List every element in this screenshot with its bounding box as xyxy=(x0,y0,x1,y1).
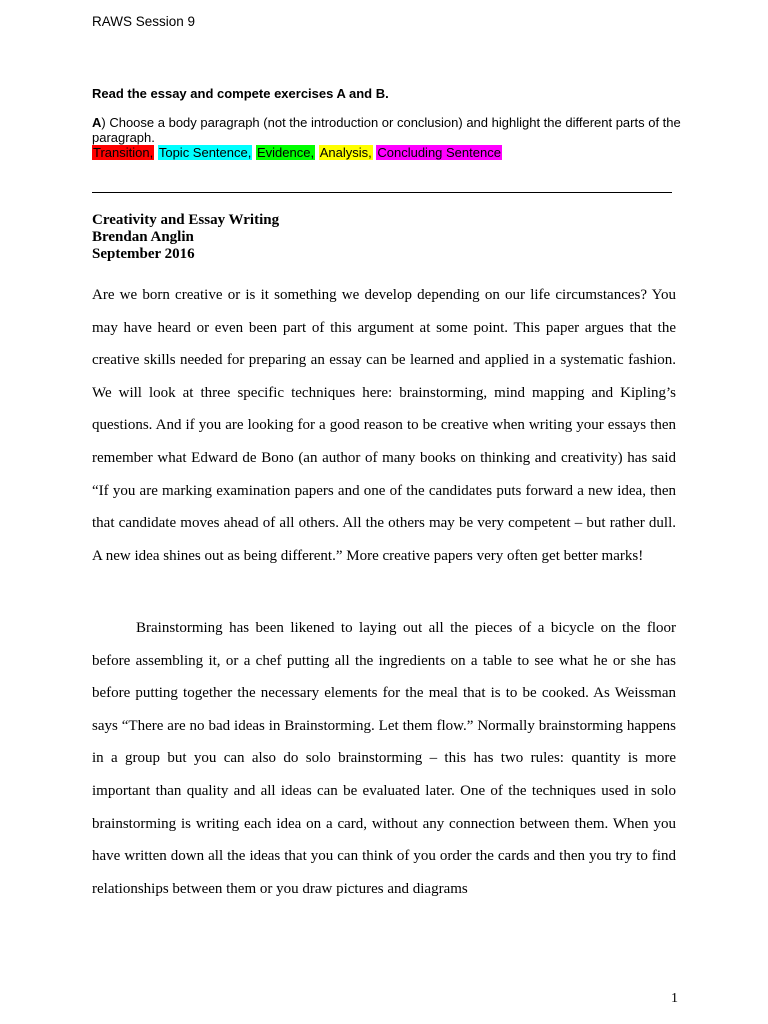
legend-concluding-sentence: Concluding Sentence xyxy=(377,145,501,160)
exercise-a-letter: A xyxy=(92,115,102,130)
instructions-block xyxy=(92,86,682,160)
document-header: RAWS Session 9 xyxy=(92,14,196,29)
essay-date: September 2016 xyxy=(92,246,195,262)
instructions-title: Read the essay and compete exercises A and B. xyxy=(92,86,389,101)
page-number: 1 xyxy=(671,991,678,1006)
essay-heading xyxy=(92,212,279,263)
exercise-a xyxy=(92,115,682,145)
essay-title: Creativity and Essay Writing xyxy=(92,212,280,228)
legend-analysis: Analysis, xyxy=(319,145,372,160)
legend-topic-sentence: Topic Sentence, xyxy=(158,145,252,160)
horizontal-rule xyxy=(92,192,672,193)
legend-evidence: Evidence, xyxy=(256,145,315,160)
essay-author: Brendan Anglin xyxy=(92,229,194,245)
essay-paragraph-body: Brainstorming has been likened to laying out all the pieces of a bicycle on the floor before assembling it, or a chef putting all the ingredients on a table to see what he or she has before putting together the necessary elements for the meal that is to be cooked. As Weissman says “There are no bad ideas in Brainstorming. Let them flow.” Normally brainstorming happens in a group but you can also do solo brainstorming – this has two rules: quantity is more important than quality and all ideas can be evaluated later. One of the techniques used in solo brainstorming is writing each idea on a card, without any connection between them. When you have written down all the ideas that you can think of you order the cards and then you try to find relationships between them or you draw pictures and diagrams xyxy=(92,620,676,897)
exercise-a-text: ) Choose a body paragraph (not the introduction or conclusion) and highlight the different parts of the paragraph. xyxy=(92,115,681,145)
highlight-legend xyxy=(92,145,682,160)
legend-transition: Transition, xyxy=(93,145,154,160)
essay-paragraph-intro: Are we born creative or is it something we develop depending on our life circumstances? You may have heard or even been part of this argument at some point. This paper argues that the creative skills needed for preparing an essay can be learned and applied in a systematic fashion. We will look at three specific techniques here: brainstorming, mind mapping and Kipling’s questions. And if you are looking for a good reason to be creative when writing your essays then remember what Edward de Bono (an author of many books on thinking and creativity) has said “If you are marking examination papers and one of the candidates puts forward a new idea, then that candidate moves ahead of all others. All the others may be very competent – but rather dull. A new idea shines out as being different.” More creative papers very often get better marks! xyxy=(92,287,676,564)
